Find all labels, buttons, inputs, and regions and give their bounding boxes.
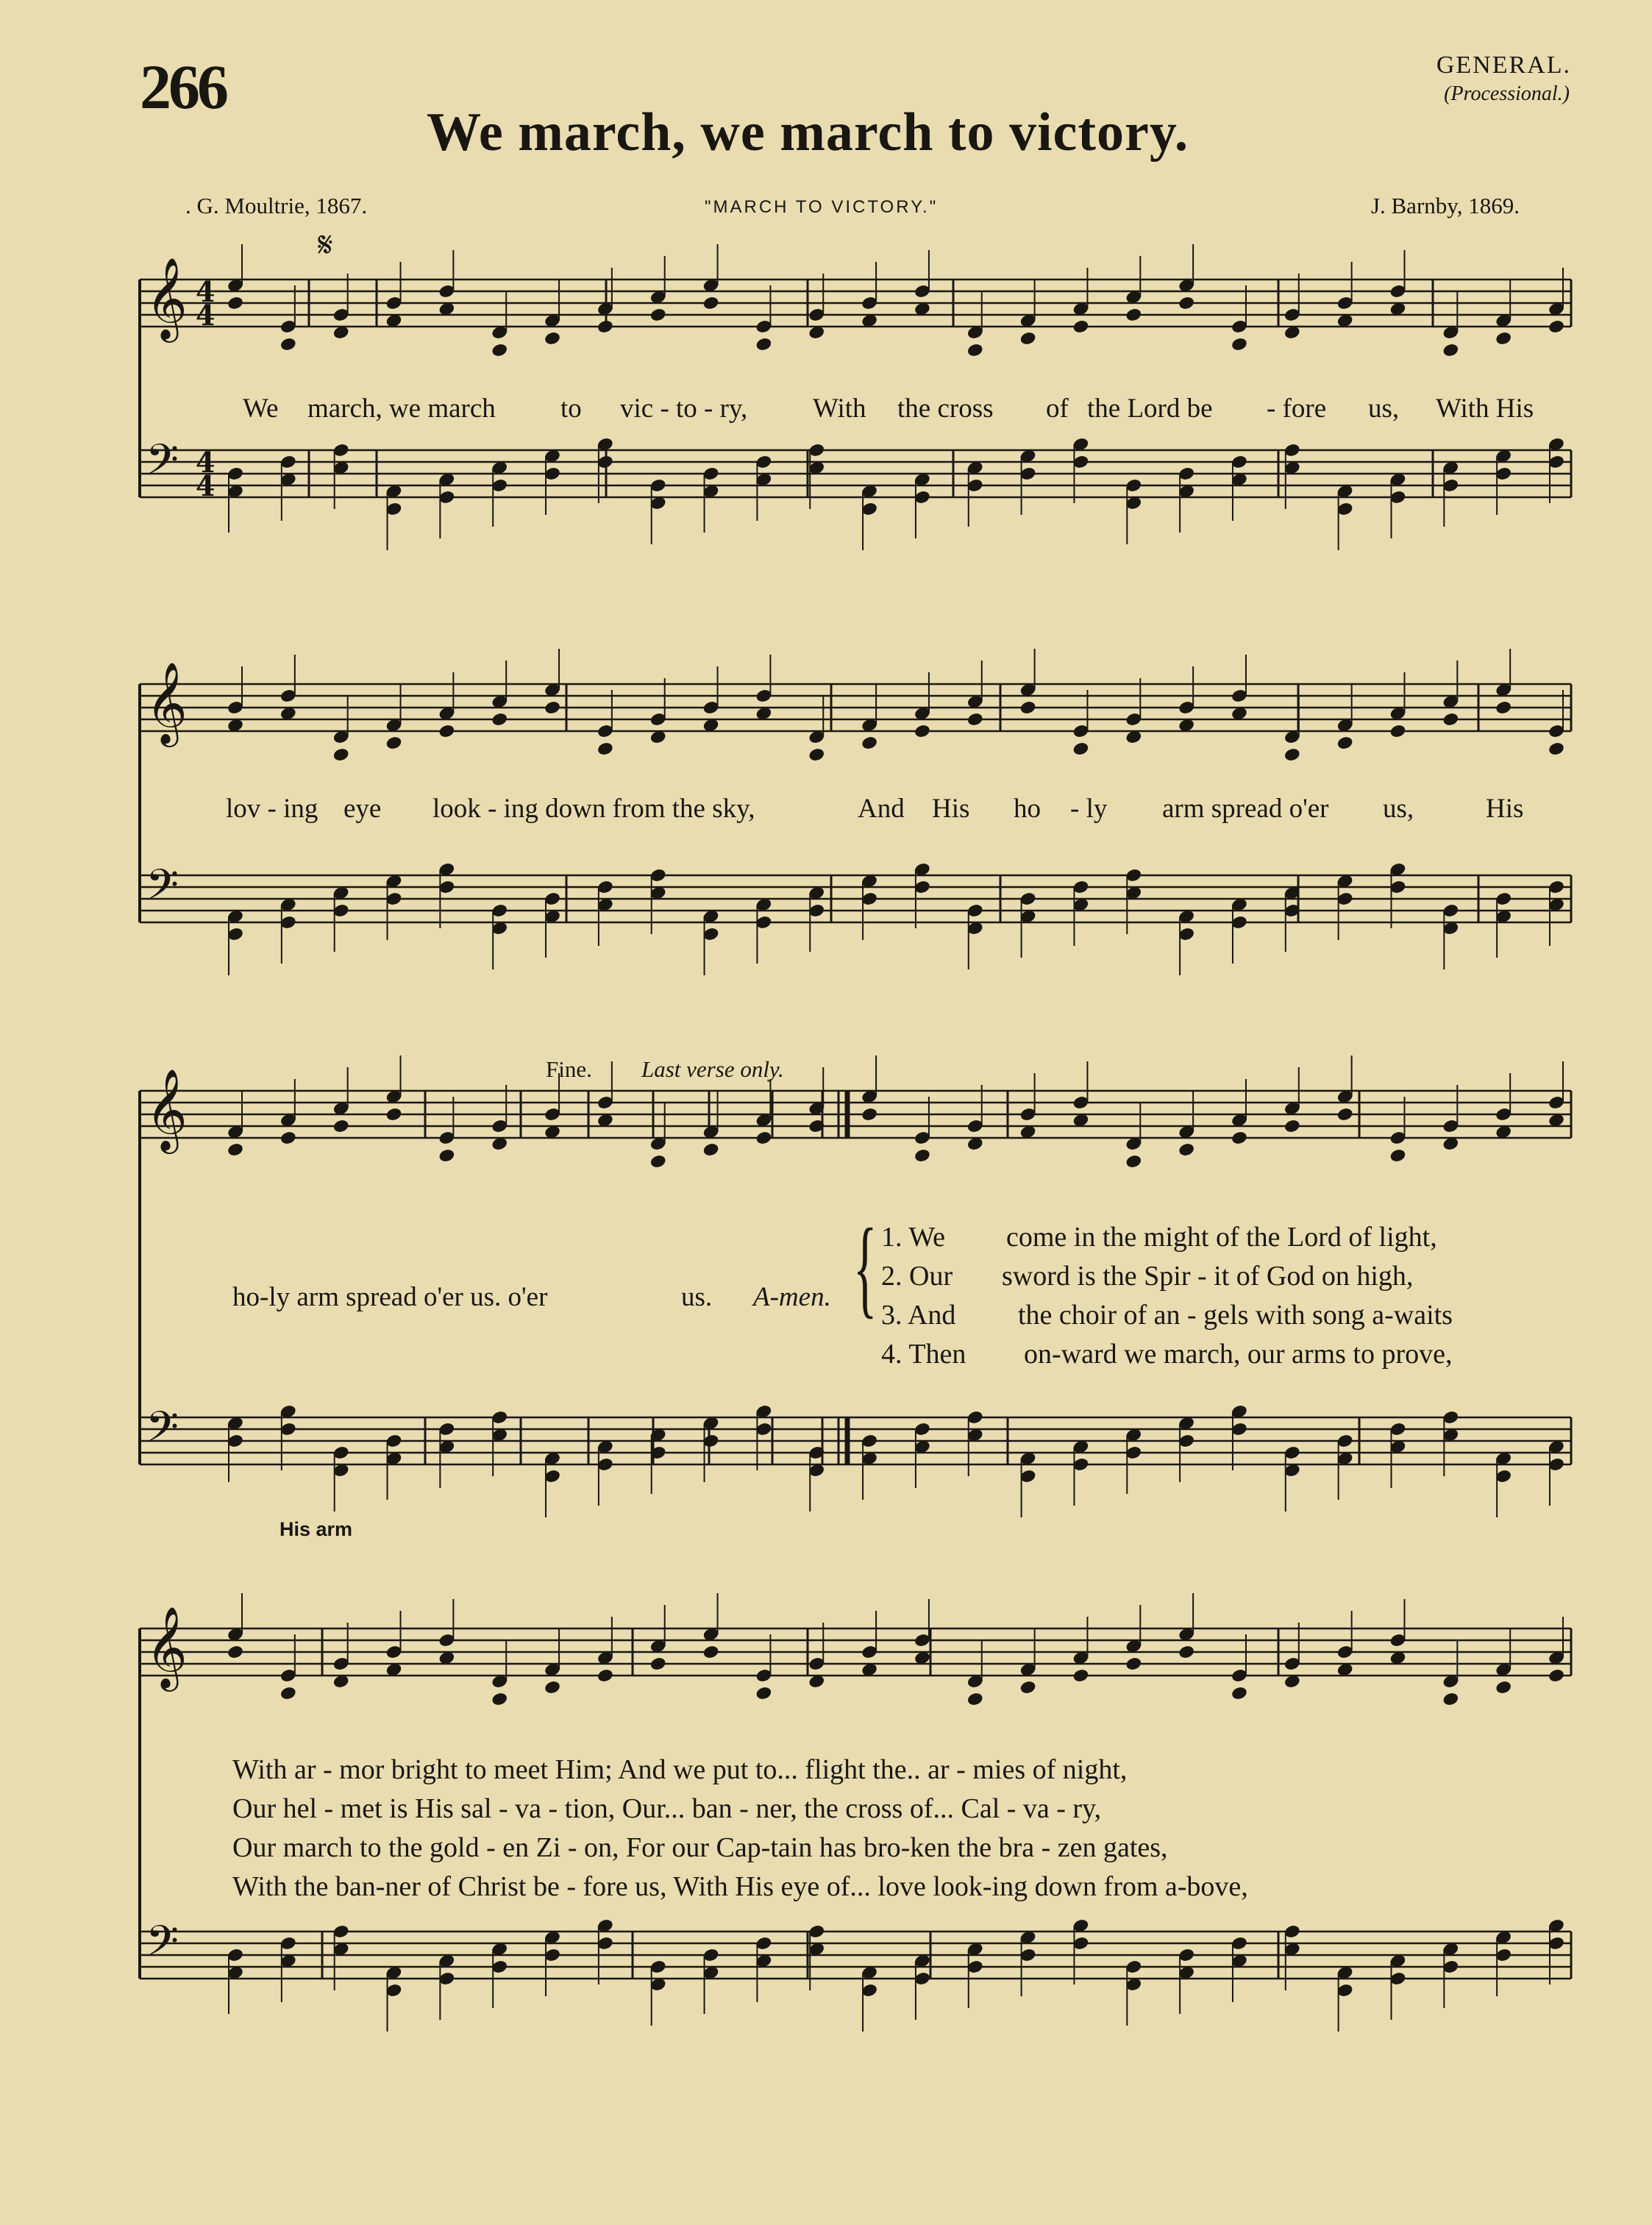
lyric-syllable: ho <box>1014 794 1041 824</box>
note-head <box>438 1148 455 1164</box>
note-head <box>597 1668 614 1684</box>
note-head <box>1283 1119 1301 1134</box>
verse-lead: 4. Then <box>881 1339 966 1370</box>
verse-line: come in the might of the Lord of light, <box>1006 1222 1437 1253</box>
author-credit: . G. Moultrie, 1867. <box>185 193 368 218</box>
lyric-syllable: ho-ly arm spread o'er us. o'er <box>232 1282 548 1312</box>
time-signature-bottom: 4 <box>196 299 216 332</box>
note-head <box>1548 319 1565 335</box>
category-label: GENERAL. <box>1436 51 1571 79</box>
note-head <box>1442 1692 1459 1707</box>
bass-clef: 𝄢 <box>146 435 179 495</box>
note-head <box>227 296 244 311</box>
note-head <box>1178 296 1195 311</box>
tune-name: "MARCH TO VICTORY." <box>705 197 939 217</box>
bass-clef: 𝄢 <box>146 1402 179 1462</box>
verse-lead: 1. We <box>881 1222 946 1253</box>
hymn-number: 266 <box>140 51 226 122</box>
note-head <box>1336 1107 1354 1122</box>
note-head <box>808 747 825 763</box>
category-sublabel: (Processional.) <box>1444 82 1570 105</box>
note-head <box>1072 741 1089 757</box>
bass-clef: 𝄢 <box>146 860 179 920</box>
lyric-syllable: His <box>932 794 970 824</box>
lyric-syllable: vic - to - ry, <box>620 394 748 424</box>
note-head <box>1442 343 1459 358</box>
note-head <box>1072 1668 1089 1684</box>
note-head <box>702 296 720 311</box>
lyric-syllable: - ly <box>1070 794 1108 824</box>
note-head <box>1231 337 1248 352</box>
note-head <box>1019 700 1037 716</box>
lyric-syllable: With His <box>1436 394 1534 424</box>
verse-lead: 3. And <box>881 1300 956 1331</box>
note-head <box>966 343 984 358</box>
verse-line: With ar - mor bright to meet Him; And we put to... flight the.. ar - mies of night, <box>232 1754 1128 1785</box>
lyric-syllable: lov - ing <box>226 794 318 824</box>
treble-clef: 𝄞 <box>146 257 188 339</box>
note-head <box>914 1148 931 1164</box>
segno-sign: 𝄋 <box>318 226 333 265</box>
note-head <box>280 337 297 352</box>
note-head <box>1231 1131 1248 1146</box>
verse-lead: 2. Our <box>881 1261 953 1292</box>
lyric-syllable: of <box>1046 394 1069 424</box>
verse-line: sword is the Spir - it of God on high, <box>1002 1261 1414 1292</box>
note-head <box>755 337 772 352</box>
note-head <box>491 712 508 727</box>
note-head <box>966 1692 984 1707</box>
note-head <box>1072 319 1089 335</box>
lyric-syllable: We <box>243 394 279 424</box>
note-head <box>597 319 614 335</box>
note-head <box>755 1131 772 1146</box>
bass-clef: 𝄢 <box>146 1916 179 1976</box>
note-head <box>227 1645 244 1660</box>
note-head <box>1336 736 1354 751</box>
note-head <box>544 331 561 346</box>
bass-cue-label: His arm <box>280 1518 353 1540</box>
note-head <box>1548 741 1565 757</box>
note-head <box>1125 1154 1142 1170</box>
note-head <box>1389 1148 1407 1164</box>
note-head <box>755 1686 772 1701</box>
note-head <box>1495 1680 1512 1695</box>
verse-line: Our hel - met is His sal - va - tion, Our... ban - ner, the cross of... Cal - va - ry, <box>232 1793 1102 1824</box>
note-head <box>491 1692 508 1707</box>
note-head <box>597 741 614 757</box>
note-head <box>544 1680 561 1695</box>
lyric-syllable: look - ing down from the sky, <box>432 794 755 824</box>
composer-credit: J. Barnby, 1869. <box>1370 193 1520 218</box>
fine-label: Fine. <box>546 1056 592 1082</box>
lyric-syllable: eye <box>343 794 382 824</box>
note-head <box>544 700 561 716</box>
lyric-syllable: us, <box>1368 394 1400 424</box>
note-head <box>280 1131 297 1146</box>
note-head <box>438 724 455 739</box>
treble-clef: 𝄞 <box>146 661 188 744</box>
note-head <box>1442 712 1459 727</box>
note-head <box>1125 1656 1142 1672</box>
lyric-syllable: us, <box>1383 794 1414 824</box>
note-head <box>702 1142 720 1158</box>
time-signature-top: 4 <box>196 275 216 308</box>
note-head <box>1231 1686 1248 1701</box>
note-head <box>914 724 931 739</box>
verse-brace: { <box>853 1206 877 1328</box>
last-verse-label: Last verse only. <box>641 1056 784 1082</box>
verse-line: Our march to the gold - en Zi - on, For our Cap-tain has bro-ken the bra - zen gates, <box>232 1832 1168 1863</box>
hymn-title: We march, we march to victory. <box>427 102 1189 163</box>
note-head <box>702 1645 720 1660</box>
note-head <box>1283 747 1301 763</box>
lyric-syllable: the Lord be <box>1087 394 1213 424</box>
verse-line: the choir of an - gels with song a-waits <box>1018 1300 1453 1331</box>
note-head <box>1019 1680 1037 1695</box>
note-head <box>1495 700 1512 716</box>
note-head <box>332 1119 350 1134</box>
note-head <box>649 1154 667 1170</box>
time-signature-bottom: 4 <box>196 469 216 502</box>
note-head <box>861 1107 878 1122</box>
note-head <box>1178 1142 1195 1158</box>
note-head <box>332 747 350 763</box>
verse-line: on-ward we march, our arms to prove, <box>1024 1339 1453 1370</box>
lyric-syllable: to <box>560 394 582 424</box>
note-head <box>385 1107 403 1122</box>
note-head <box>1495 331 1512 346</box>
lyric-syllable: arm spread o'er <box>1162 794 1329 824</box>
treble-clef: 𝄞 <box>146 1068 188 1150</box>
note-head <box>491 343 508 358</box>
lyric-syllable: - fore <box>1267 394 1327 424</box>
note-head <box>227 1142 244 1158</box>
note-head <box>649 1656 667 1672</box>
note-head <box>1389 724 1407 739</box>
note-head <box>385 736 403 751</box>
note-head <box>280 1686 297 1701</box>
lyric-syllable: march, we march <box>307 394 496 424</box>
amen-lyric: A-men. <box>753 1282 831 1312</box>
note-head <box>1019 331 1037 346</box>
note-head <box>966 712 984 727</box>
verse-line: With the ban-ner of Christ be - fore us, With His eye of... love look-ing down from a-bove, <box>232 1871 1248 1902</box>
time-signature-top: 4 <box>196 446 216 479</box>
lyric-syllable: And <box>858 794 905 824</box>
note-head <box>649 307 667 323</box>
lyric-syllable: the cross <box>897 394 994 424</box>
lyric-syllable: His <box>1486 794 1524 824</box>
note-head <box>861 736 878 751</box>
lyric-syllable: With <box>813 394 866 424</box>
note-head <box>1178 1645 1195 1660</box>
note-head <box>1125 307 1142 323</box>
treble-clef: 𝄞 <box>146 1606 188 1688</box>
note-head <box>1548 1668 1565 1684</box>
lyric-syllable: us. <box>681 1282 713 1312</box>
